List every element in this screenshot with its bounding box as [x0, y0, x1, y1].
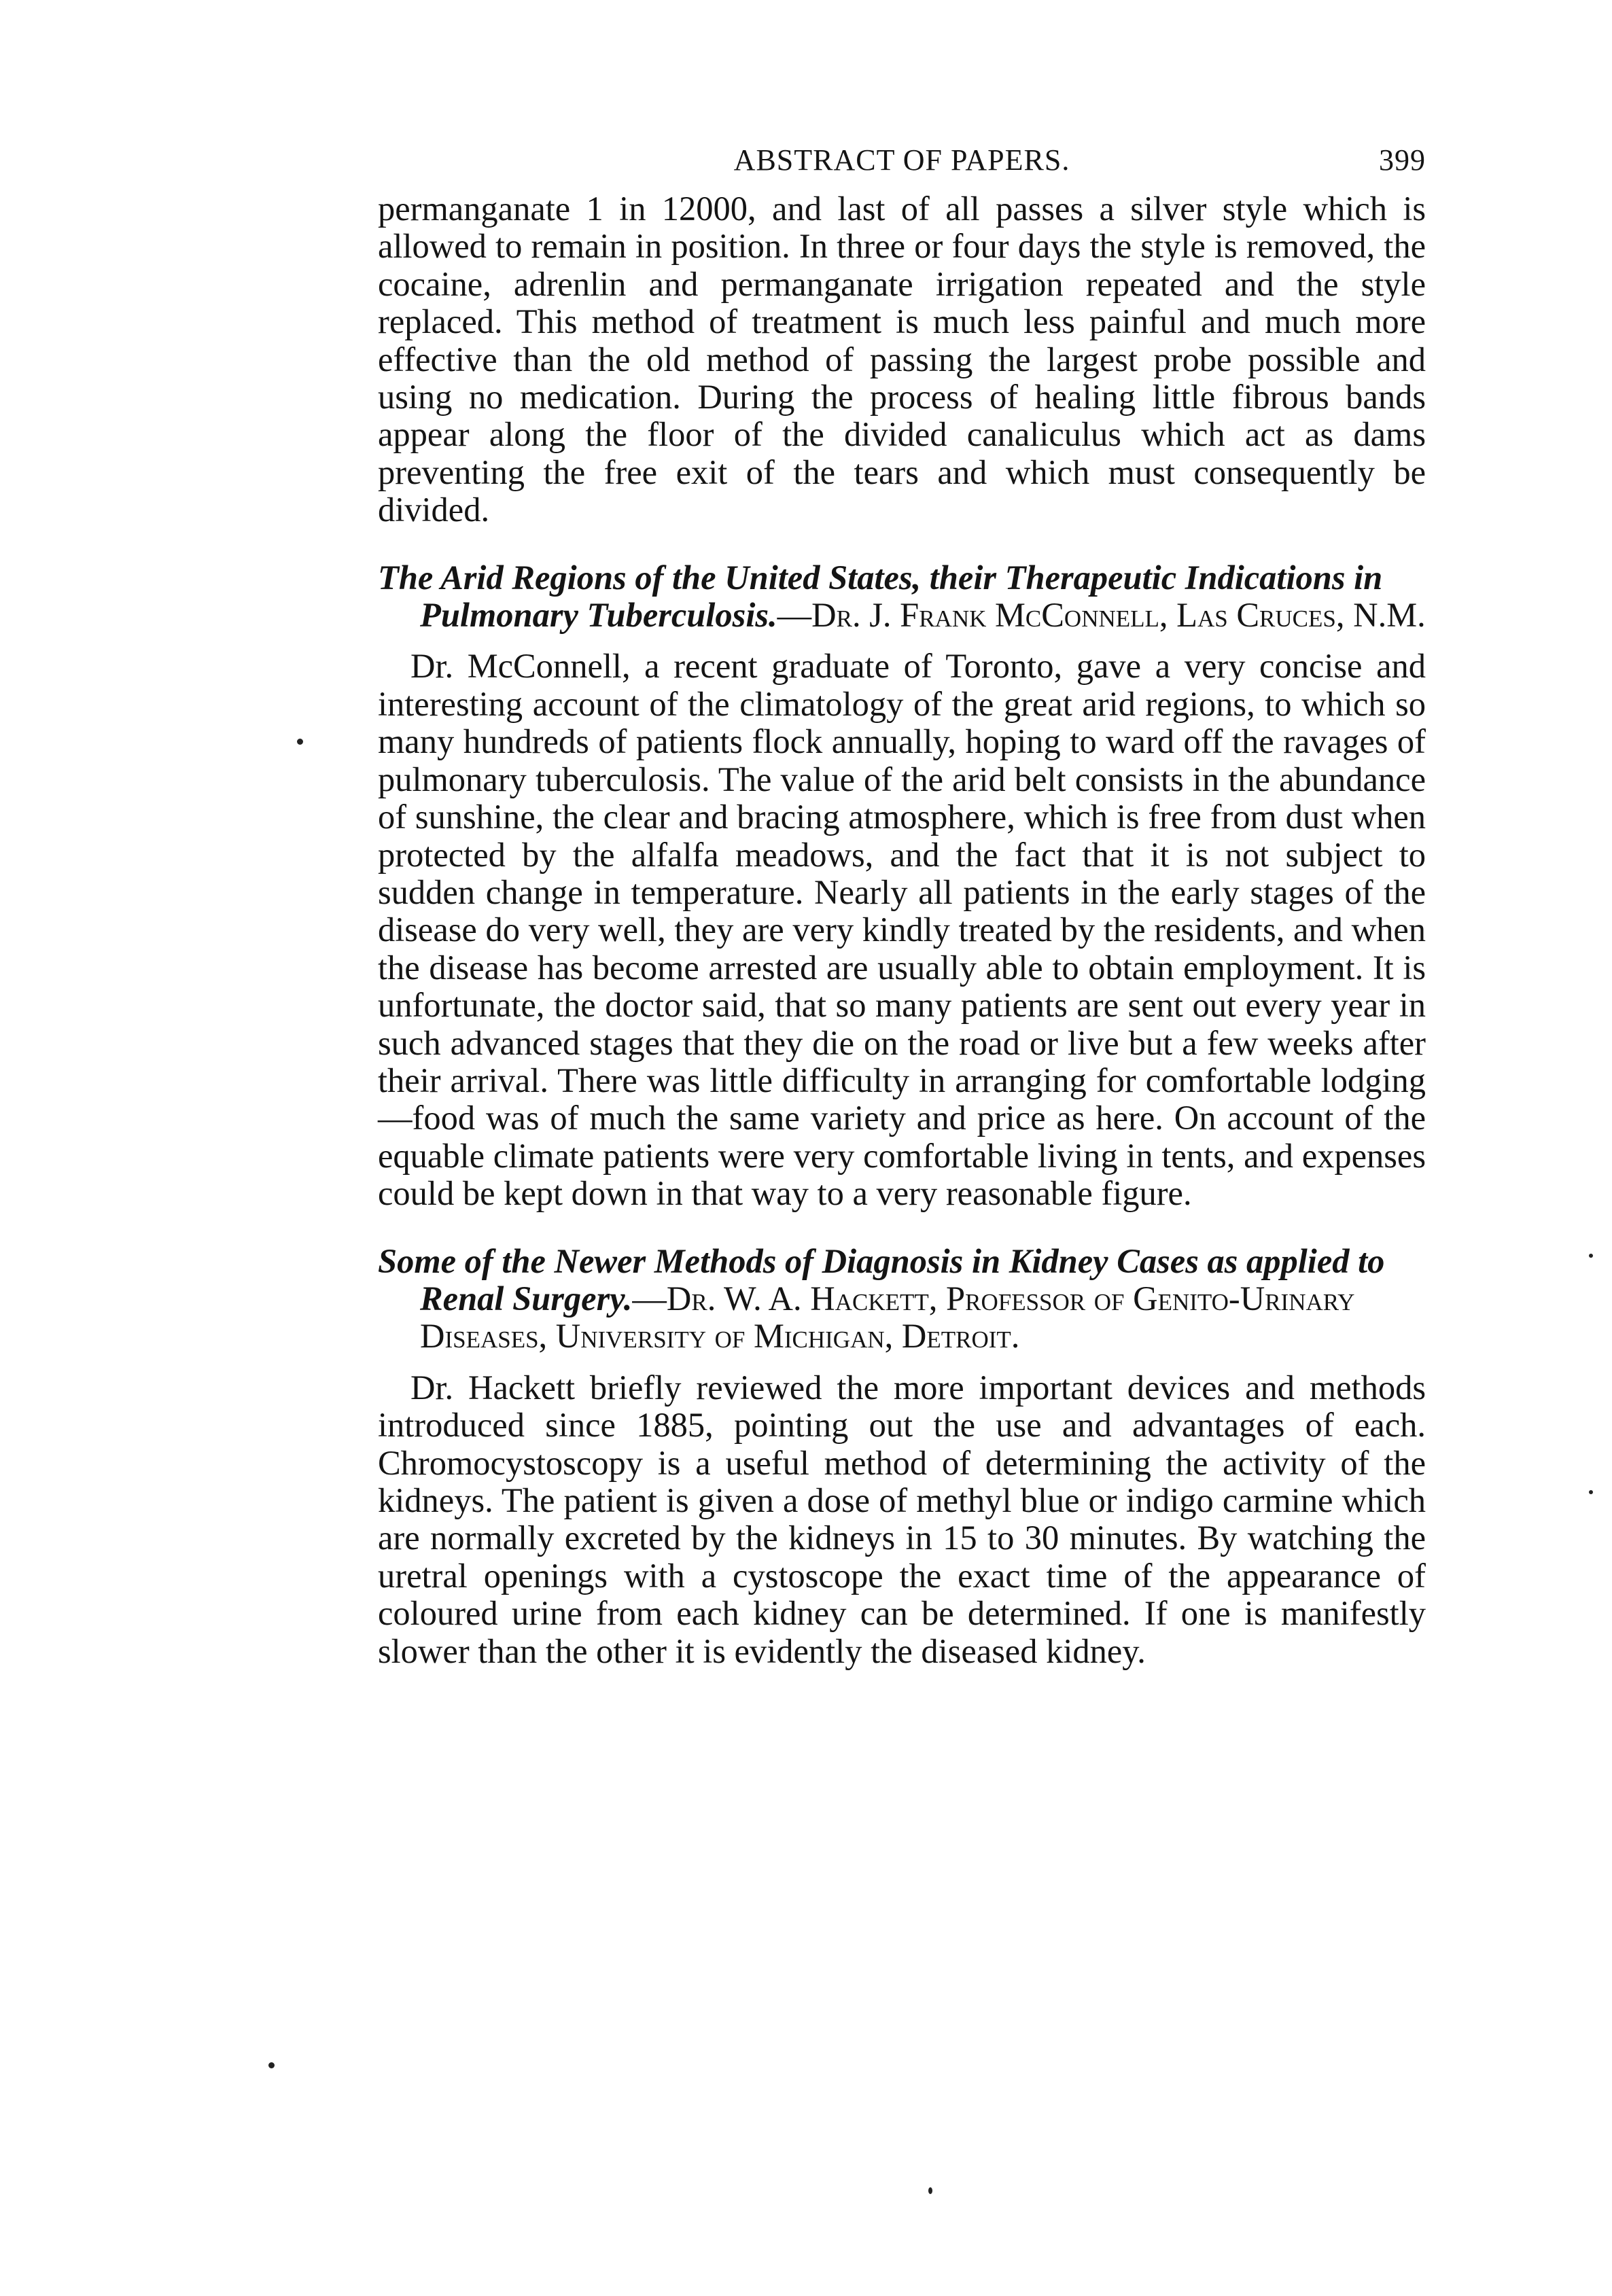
print-speck: [1589, 1490, 1593, 1494]
print-speck: [928, 2187, 932, 2194]
print-speck: [297, 739, 303, 745]
continuation-paragraph: permanganate 1 in 12000, and last of all passes a silver style which is allowed to remain in position. In three or four days the style is removed, the cocaine, adrenlin and permanganate irrigation repeated and the style replaced. This method of treatment is much less painful and much more effective than the old method of passing the largest probe possible and using no medication. During the process of healing little fibrous bands appear along the floor of the divided canaliculus which act as dams preventing the free exit of the tears and which must consequently be divided.: [378, 190, 1426, 529]
section-heading-arid-regions: [378, 559, 1426, 635]
article-body: [378, 190, 1426, 1670]
section-title: The Arid Regions of the United States, their Therapeutic Indications in Pulmonary Tuberculosis.: [378, 558, 1383, 635]
page: [378, 143, 1426, 1670]
running-head-title: ABSTRACT OF PAPERS.: [733, 143, 1070, 177]
section-paragraph-kidney-diagnosis: Dr. Hackett briefly reviewed the more important devices and methods introduced since 1885, pointing out the use and advantages of each. Chromocystoscopy is a useful method of determining the activity of the kidneys. The patient is given a dose of methyl blue or indigo carmine which are normally excreted by the kidneys in 15 to 30 minutes. By watching the uretral openings with a cystoscope the exact time of the appearance of coloured urine from each kidney can be determined. If one is manifestly slower than the other it is evidently the diseased kidney.: [378, 1368, 1426, 1670]
section-author: —Dr. W. A. Hackett, Professor of Genito-Urinary Diseases, University of Michigan, Detroit.: [420, 1279, 1355, 1356]
section-heading-kidney-diagnosis: [378, 1243, 1426, 1356]
running-head: [378, 143, 1426, 190]
section-author: —Dr. J. Frank McConnell, Las Cruces, N.M.: [777, 596, 1426, 635]
page-number: 399: [1379, 143, 1426, 177]
section-paragraph-arid-regions: Dr. McConnell, a recent graduate of Toronto, gave a very concise and interesting account of the climatology of the great arid regions, to which so many hundreds of patients flock annually, hoping to ward off the ravages of pulmonary tuberculosis. The value of the arid belt consists in the abundance of sunshine, the clear and bracing atmosphere, which is free from dust when protected by the alfalfa meadows, and the fact that it is not subject to sudden change in temperature. Nearly all patients in the early stages of the disease do very well, they are very kindly treated by the residents, and when the disease has become arrested are usually able to obtain employment. It is unfortunate, the doctor said, that so many patients are sent out every year in such advanced stages that they die on the road or live but a few weeks after their arrival. There was little difficulty in arranging for comfortable lodging—food was of much the same variety and price as here. On account of the equable climate patients were very comfortable living in tents, and expenses could be kept down in that way to a very reasonable figure.: [378, 647, 1426, 1213]
print-speck: [1589, 1254, 1593, 1258]
print-speck: [268, 2062, 275, 2068]
section-title: Some of the Newer Methods of Diagnosis in Kidney Cases as applied to Renal Surgery.: [378, 1241, 1385, 1318]
